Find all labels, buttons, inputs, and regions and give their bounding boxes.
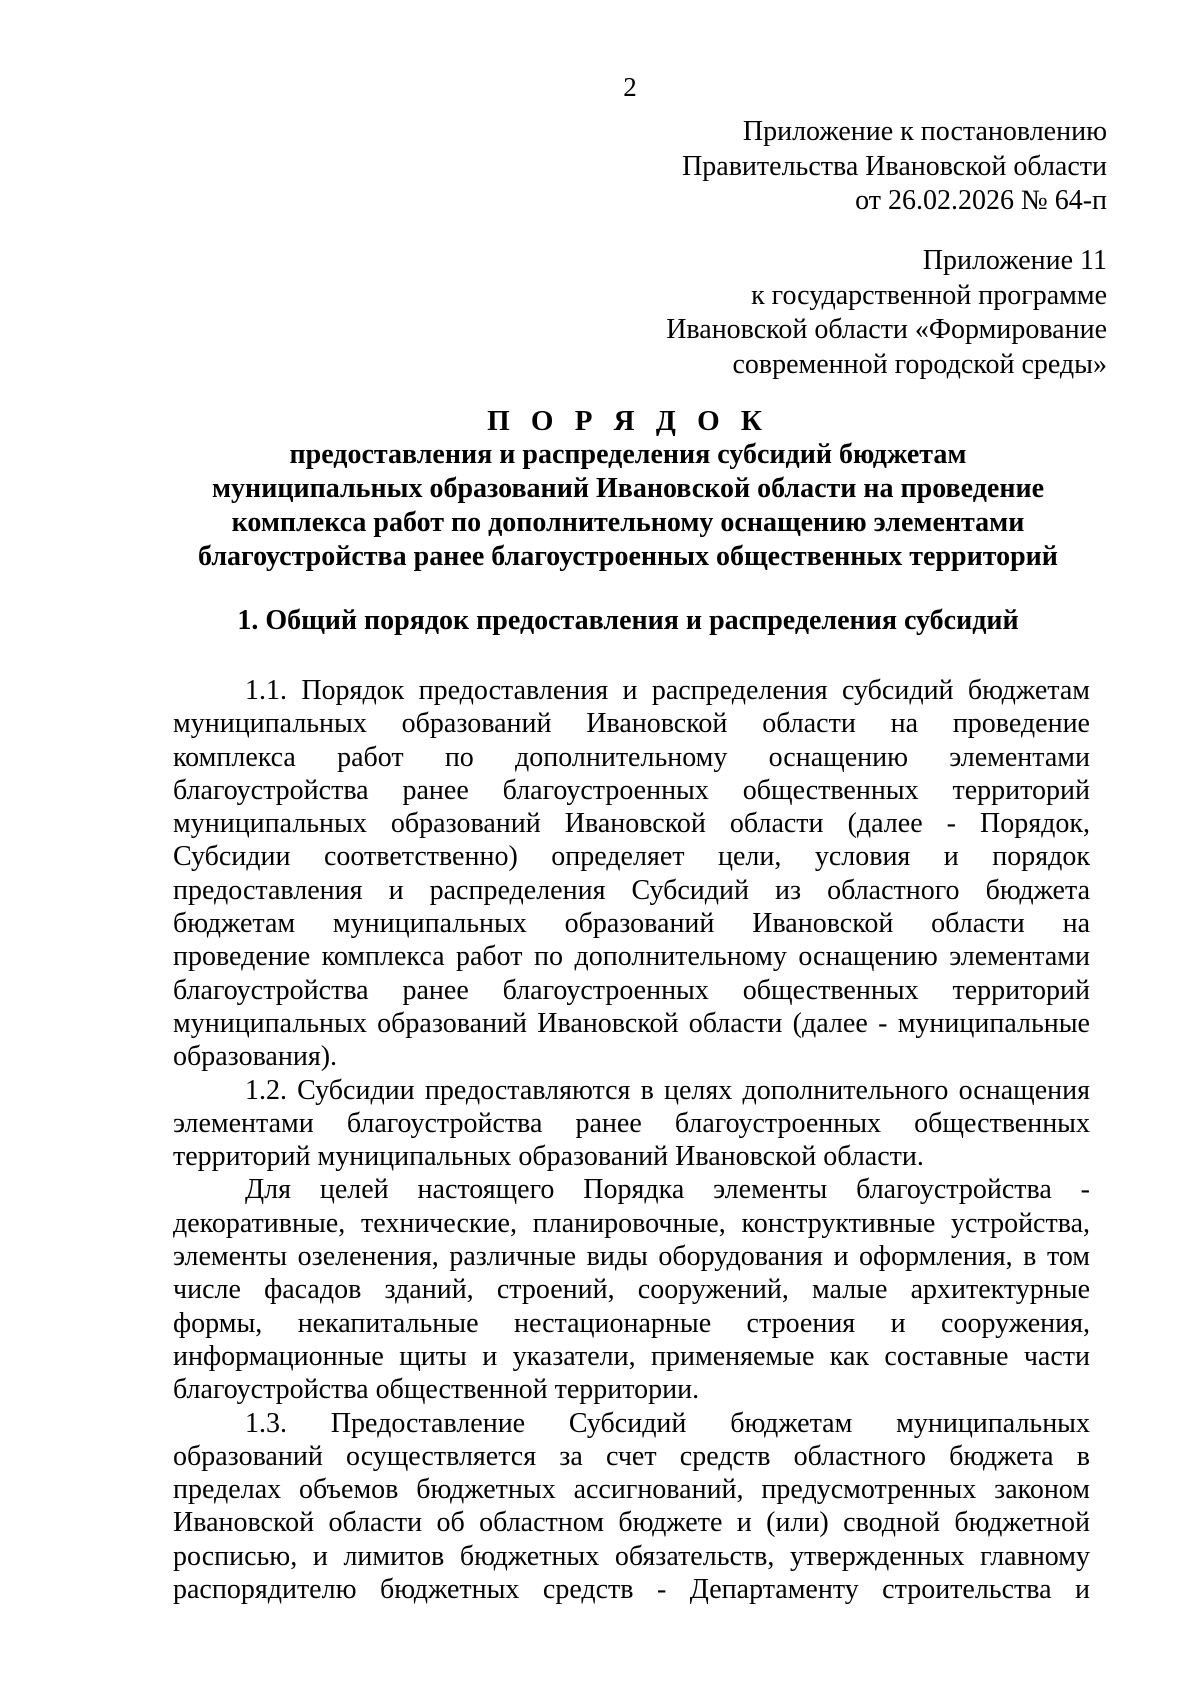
document-title (150, 404, 1106, 574)
section-heading: 1. Общий порядок предоставления и распределения субсидий (237, 605, 1019, 636)
paragraph-line: 1.1. Порядок предоставления и распределения субсидий бюджетам (245, 675, 1090, 706)
paragraph (173, 1074, 1090, 1174)
paragraph-line: 1.3. Предоставление Субсидий бюджетам муниципальных (245, 1407, 1090, 1439)
paragraph-line: образования). (173, 1041, 338, 1073)
paragraph-line: Для целей настоящего Порядка элементы благоустройства - (245, 1174, 1090, 1206)
appendix-header-line: современной городской среды» (732, 348, 1107, 380)
paragraph-line: муниципальных образований Ивановской области на проведение (173, 708, 1090, 740)
paragraph-line: проведение комплекса работ по дополнительному оснащению элементами (173, 941, 1090, 973)
paragraph-line: муниципальных образований Ивановской области (далее - Порядок, (173, 808, 1090, 840)
approval-header-line: Правительства Ивановской области (682, 150, 1107, 182)
approval-header-line: Приложение к постановлению (742, 116, 1107, 147)
appendix-header-line: к государственной программе (751, 279, 1107, 311)
paragraph (173, 1173, 1090, 1406)
paragraph-line: муниципальных образований Ивановской области (далее - муниципальные (173, 1007, 1090, 1039)
title-line: комплекса работ по дополнительному оснащению элементами (231, 507, 1025, 538)
paragraph-line: числе фасадов зданий, строений, сооружений, малые архитектурные (173, 1274, 1090, 1306)
paragraph (173, 674, 1090, 1074)
appendix-header-line: Ивановской области «Формирование (666, 314, 1107, 345)
body-text (173, 674, 1090, 1606)
approval-header (682, 115, 1107, 219)
page-number: 2 (623, 72, 637, 102)
paragraph-line: информационные щиты и указатели, применяемые как составные части (173, 1340, 1090, 1372)
paragraph-line: элементы озеленения, различные виды оборудования и оформления, в том (173, 1241, 1090, 1273)
paragraph-line: Субсидии соответственно) определяет цели, условия и порядок (173, 841, 1090, 873)
paragraph-line: Ивановской области об областном бюджете и (или) сводной бюджетной (173, 1507, 1090, 1539)
appendix-header-line: Приложение 11 (922, 245, 1107, 276)
approval-header-line: от 26.02.2026 № 64-п (855, 185, 1107, 216)
paragraph-line: росписью, и лимитов бюджетных обязательств, утвержденных главному (173, 1540, 1090, 1572)
title-line: предоставления и распределения субсидий бюджетам (289, 439, 967, 470)
paragraph-line: 1.2. Субсидии предоставляются в целях дополнительного оснащения (245, 1074, 1090, 1106)
paragraph-line: бюджетам муниципальных образований Ивановской области на (173, 908, 1090, 940)
appendix-header (666, 244, 1107, 382)
paragraph-line: благоустройства ранее благоустроенных общественных территорий (173, 974, 1090, 1006)
title-word: П О Р Я Д О К (487, 405, 769, 437)
paragraph-line: предоставления и распределения Субсидий из областного бюджета (173, 874, 1090, 906)
title-line: благоустройства ранее благоустроенных общественных территорий (198, 541, 1058, 572)
paragraph-line: элементами благоустройства ранее благоустроенных общественных (173, 1107, 1090, 1139)
paragraph-line: территорий муниципальных образований Ивановской области. (173, 1141, 924, 1173)
paragraph-line: декоративные, технические, планировочные, конструктивные устройства, (173, 1207, 1090, 1239)
paragraph-line: распорядителю бюджетных средств - Департаменту строительства и (173, 1574, 1090, 1606)
paragraph-line: образований осуществляется за счет средств областного бюджета в (173, 1440, 1090, 1472)
paragraph-line: формы, некапитальные нестационарные строения и сооружения, (173, 1307, 1090, 1339)
title-line: муниципальных образований Ивановской области на проведение (211, 473, 1045, 504)
paragraph-line: благоустройства общественной территории. (173, 1374, 700, 1406)
paragraph-line: благоустройства ранее благоустроенных общественных территорий (173, 774, 1090, 806)
paragraph (173, 1407, 1090, 1607)
paragraph-line: комплекса работ по дополнительному оснащению элементами (173, 741, 1090, 773)
paragraph-line: пределах объемов бюджетных ассигнований, предусмотренных законом (173, 1474, 1090, 1506)
